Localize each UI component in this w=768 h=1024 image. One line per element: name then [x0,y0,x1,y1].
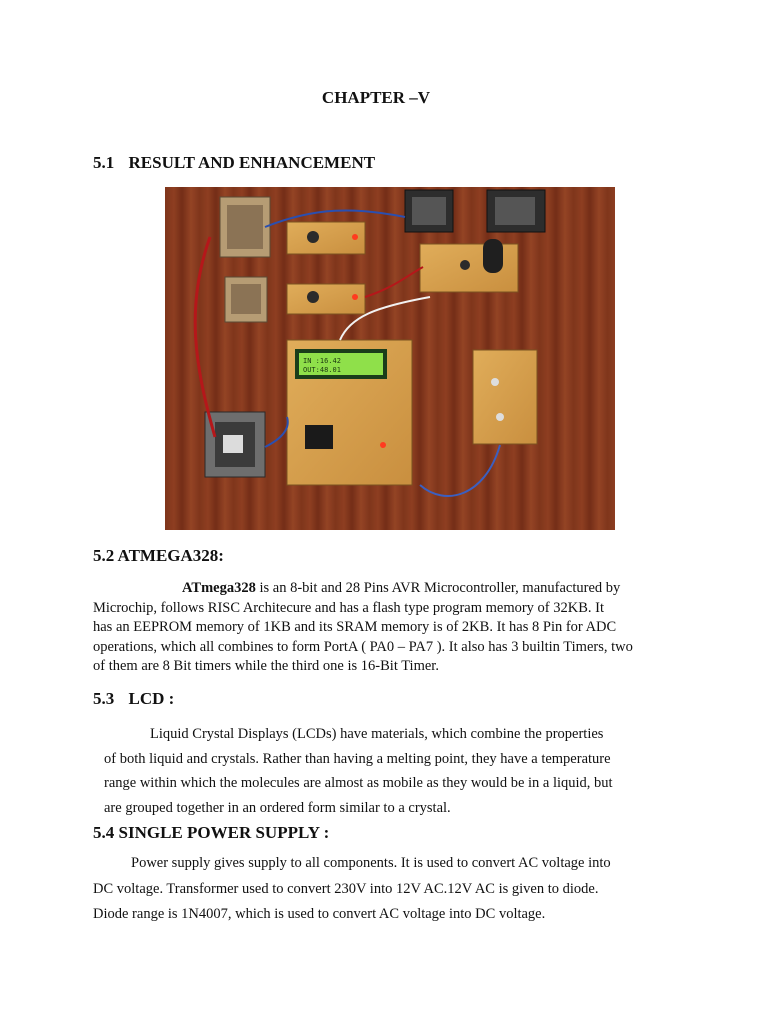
section-5-4-heading: 5.4 SINGLE POWER SUPPLY : [93,823,330,842]
paragraph-line: Power supply gives supply to all components. It is used to convert AC voltage into [131,855,611,871]
microcontroller-chip [305,425,333,449]
paragraph-line: of both liquid and crystals. Rather than having a melting point, they have a temperature [104,750,611,767]
paragraph-line: Diode range is 1N4007, which is used to convert AC voltage into DC voltage. [93,906,546,922]
section-5-3-number: 5.3 [93,689,115,708]
section-5-3-paragraph [104,722,684,820]
line-rest: is an 8-bit and 28 Pins AVR Microcontroller, manufactured by [255,580,621,596]
paragraph-line: Microchip, follows RISC Architecure and has a flash type program memory of 32KB. It [93,599,605,616]
section-5-1-title: RESULT AND ENHANCEMENT [128,153,376,172]
transformer-bottom-left [205,412,265,477]
paragraph-line: are grouped together in an ordered form similar to a crystal. [104,799,451,816]
paragraph-line: has an EEPROM memory of 1KB and its SRAM memory is of 2KB. It has 8 Pin for ADC [93,619,617,635]
section-5-3-heading [93,689,174,709]
sensor-board [473,350,537,444]
paragraph-line: Liquid Crystal Displays (LCDs) have materials, which combine the properties [150,726,604,742]
paragraph-line: of them are 8 Bit timers while the third one is 16-Bit Timer. [93,658,439,674]
lcd-line-1: IN :16.42 [303,357,341,365]
project-hardware-photo [165,187,615,530]
capacitor [483,239,503,273]
section-5-3-title: LCD : [128,689,175,708]
section-5-4-paragraph [93,851,673,928]
transformer-top-right-1 [405,190,453,232]
section-5-1-heading [93,153,375,173]
transformer-mid-left [225,277,267,322]
section-5-2-paragraph [93,579,683,677]
transformer-top-left [220,197,270,257]
paragraph-line: operations, which all combines to form PortA ( PA0 – PA7 ). It also has 3 builtin Timers, two [93,638,633,655]
paragraph-line [93,579,683,599]
atmega-term: ATmega328 [182,580,256,596]
paragraph-line: range within which the molecules are almost as mobile as they would be in a liquid, but [104,775,613,791]
lcd-line-2: OUT:48.01 [303,366,341,374]
section-5-2-heading: 5.2 ATMEGA328: [93,546,224,565]
transformer-top-right-2 [487,190,545,232]
section-5-1-number: 5.1 [93,153,115,172]
chapter-title: CHAPTER –V [321,88,431,107]
paragraph-line: DC voltage. Transformer used to convert 230V into 12V AC.12V AC is given to diode. [93,880,599,897]
